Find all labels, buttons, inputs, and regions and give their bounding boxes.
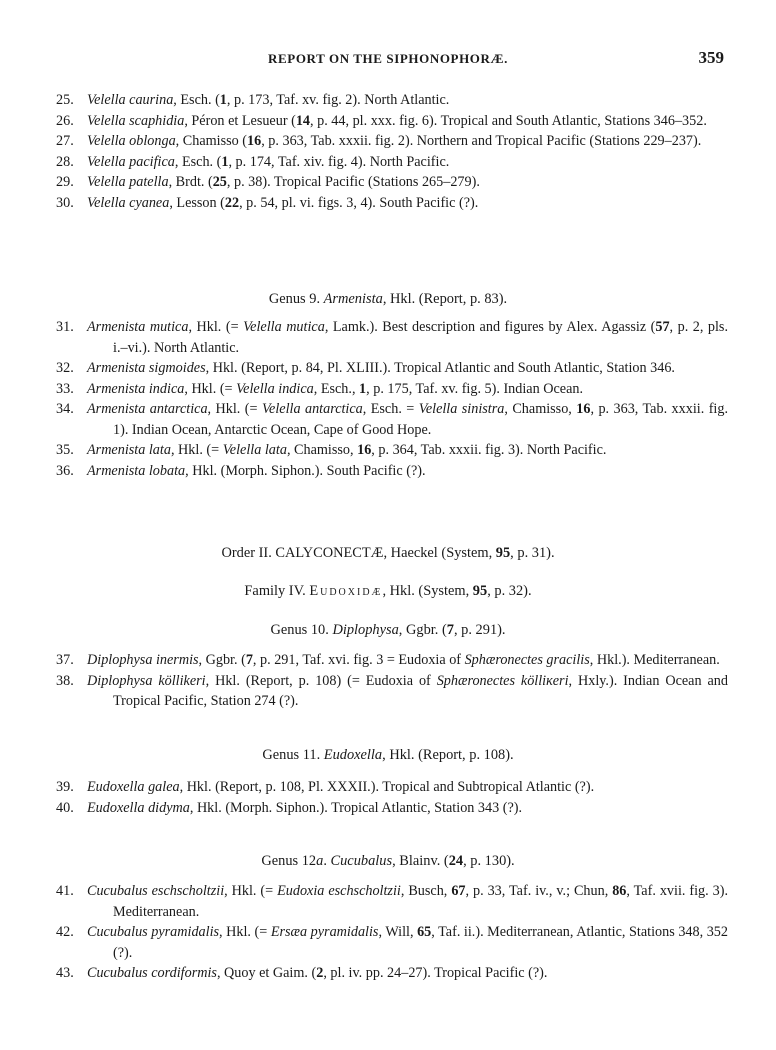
family-heading-eudoxidae bbox=[0, 581, 776, 601]
taxon-name: Sphæronectes kölliкeri bbox=[436, 672, 569, 689]
reference-number: 14 bbox=[295, 112, 311, 129]
entry-list-eudoxella bbox=[56, 777, 728, 818]
entry-number: 33. bbox=[56, 380, 74, 397]
taxon-name: Ersæa pyramidalis bbox=[270, 924, 379, 940]
text-run: , Esch. ( bbox=[173, 92, 220, 108]
taxon-name: Diplophysa inermis bbox=[87, 652, 199, 668]
order-heading-calyconectae bbox=[0, 543, 776, 563]
taxon-name: Velella lata bbox=[222, 442, 287, 458]
entry-text bbox=[87, 671, 728, 712]
species-entry bbox=[56, 90, 728, 111]
text-run: , Hkl. (System, bbox=[382, 583, 473, 599]
text-run: , Hxly.). Indian Ocean and Tropical Pacific, Station 274 (?). bbox=[113, 672, 728, 709]
entry-number: 40. bbox=[56, 799, 74, 816]
page-number: 359 bbox=[698, 48, 724, 67]
text-run: Genus 12 bbox=[261, 853, 317, 869]
taxon-name: Eudoxella galea bbox=[87, 779, 180, 795]
entry-number: 39. bbox=[56, 779, 74, 795]
taxon-name: Cucubalus bbox=[330, 853, 393, 869]
reference-number: 95 bbox=[472, 583, 488, 599]
text-run: , pl. iv. pp. 24–27). Tropical Pacific (?). bbox=[323, 965, 548, 981]
species-entry bbox=[56, 131, 728, 152]
entry-text bbox=[87, 379, 728, 400]
taxon-name: Armenista antarctica bbox=[87, 401, 208, 417]
text-run: , Hkl. (= bbox=[207, 401, 262, 417]
entry-text bbox=[87, 90, 728, 111]
species-entry bbox=[56, 358, 728, 379]
taxon-name: Velella indica bbox=[236, 380, 314, 397]
species-entry bbox=[56, 777, 728, 798]
reference-number: 67 bbox=[451, 883, 466, 899]
text-run: , p. 2, pls. i.–vi.). North Atlantic. bbox=[113, 319, 728, 356]
entry-number: 31. bbox=[56, 319, 74, 335]
text-run: , Lamk.). Best description and figures by Alex. Agassiz ( bbox=[324, 319, 656, 335]
text-run: , p. 33, Taf. iv., v.; Chun, bbox=[465, 883, 613, 899]
species-entry bbox=[56, 798, 728, 819]
species-entry bbox=[56, 963, 728, 984]
taxon-name: Cucubalus eschscholtzii bbox=[87, 883, 225, 899]
text-run: , p. 173, Taf. xv. fig. 2). North Atlantic. bbox=[226, 92, 450, 108]
reference-number: 1 bbox=[221, 153, 229, 170]
species-entry bbox=[56, 650, 728, 671]
text-run: , Chamisso, bbox=[504, 401, 577, 417]
taxon-name: Armenista mutica bbox=[87, 319, 189, 335]
text-run: , Taf. xvii. fig. 3). Mediterranean. bbox=[113, 883, 729, 920]
entry-text bbox=[87, 399, 728, 440]
text-run: , Hkl. (= bbox=[184, 380, 237, 397]
taxon-name: Cucubalus pyramidalis bbox=[87, 924, 220, 940]
taxon-name: Sphæronectes gracilis bbox=[464, 652, 590, 668]
taxon-name: Armenista lata bbox=[87, 442, 171, 458]
text-run: , Hkl. (Report, p. 108) (= Eudoxia of bbox=[205, 672, 437, 689]
entry-number: 32. bbox=[56, 360, 74, 376]
entry-text bbox=[87, 172, 728, 193]
species-entry bbox=[56, 172, 728, 193]
text-run: , p. 44, pl. xxx. fig. 6). Tropical and South Atlantic, Stations 346–352. bbox=[310, 112, 707, 129]
entry-text bbox=[87, 131, 728, 152]
entry-number: 34. bbox=[56, 401, 74, 417]
entry-text bbox=[87, 798, 728, 819]
species-entry bbox=[56, 152, 728, 173]
reference-number: 7 bbox=[245, 652, 253, 668]
reference-number: 2 bbox=[316, 965, 324, 981]
taxon-name: Armenista sigmoides bbox=[87, 360, 206, 376]
reference-number: 24 bbox=[448, 853, 464, 869]
taxon-name: Diplophysa bbox=[332, 622, 399, 638]
species-entry bbox=[56, 317, 728, 358]
text-run: , p. 364, Tab. xxxii. fig. 3). North Pacific. bbox=[371, 442, 607, 458]
text-run: Genus 9. bbox=[268, 291, 324, 307]
text-run: , Hkl.). Mediterranean. bbox=[589, 652, 720, 668]
entry-list-armenista bbox=[56, 317, 728, 481]
species-entry bbox=[56, 461, 728, 482]
species-entry bbox=[56, 193, 728, 214]
text-run: , Hkl. (= bbox=[224, 883, 278, 899]
entry-number: 42. bbox=[56, 924, 74, 940]
entry-list-diplophysa bbox=[56, 650, 728, 712]
taxon-name: Eudoxella bbox=[323, 747, 383, 763]
species-entry bbox=[56, 379, 728, 400]
genus-heading-armenista bbox=[0, 289, 776, 309]
text-run: , p. 31). bbox=[510, 545, 555, 561]
taxon-name: Diplophysa köllikeri bbox=[87, 672, 206, 689]
species-entry bbox=[56, 111, 728, 132]
text-run: , Brdt. ( bbox=[168, 174, 213, 190]
text-run: Eudoxidæ bbox=[309, 583, 383, 599]
species-entry bbox=[56, 881, 728, 922]
text-run: , Hkl. (Report, p. 83). bbox=[382, 291, 508, 307]
text-run: , Hkl. (= bbox=[219, 924, 271, 940]
text-run: , Chamisso ( bbox=[175, 133, 248, 149]
running-title: REPORT ON THE SIPHONOPHORÆ. bbox=[268, 51, 508, 66]
entry-text bbox=[87, 152, 728, 173]
text-run: , p. 175, Taf. xv. fig. 5). Indian Ocean. bbox=[366, 380, 584, 397]
text-run: Family IV. bbox=[244, 583, 310, 599]
reference-number: 16 bbox=[576, 401, 591, 417]
text-run: , p. 32). bbox=[487, 583, 532, 599]
taxon-name: Velella patella bbox=[87, 174, 169, 190]
reference-number: 95 bbox=[495, 545, 511, 561]
text-run: Genus 11. bbox=[262, 747, 324, 763]
text-run: , Ggbr. ( bbox=[198, 652, 246, 668]
text-run: . bbox=[323, 853, 331, 869]
entry-text bbox=[87, 777, 728, 798]
text-run: , Hkl. (Report, p. 84, Pl. XLIII.). Tropical Atlantic and South Atlantic, Station 346. bbox=[205, 360, 675, 376]
taxon-name: Velella oblonga bbox=[87, 133, 176, 149]
reference-number: 16 bbox=[247, 133, 262, 149]
taxon-name: Velella antarctica bbox=[261, 401, 363, 417]
reference-number: 65 bbox=[417, 924, 432, 940]
text-run: , Taf. ii.). Mediterranean, Atlantic, Stations 348, 352 (?). bbox=[113, 924, 728, 961]
taxon-name: Armenista bbox=[323, 291, 383, 307]
genus-heading-cucubalus bbox=[0, 851, 776, 871]
taxon-name: Armenista indica bbox=[87, 380, 185, 397]
text-run: , Chamisso, bbox=[286, 442, 358, 458]
entry-text bbox=[87, 440, 728, 461]
entry-text bbox=[87, 650, 728, 671]
text-run: , p. 130). bbox=[463, 853, 515, 869]
text-run: , Esch. ( bbox=[174, 153, 222, 170]
taxon-name: Velella pacifica bbox=[87, 153, 175, 170]
text-run: , Hkl. (Morph. Siphon.). Tropical Atlantic, Station 343 (?). bbox=[189, 799, 523, 816]
entry-text bbox=[87, 111, 728, 132]
genus-heading-eudoxella bbox=[0, 745, 776, 765]
text-run: , Hkl. (Report, p. 108). bbox=[382, 747, 514, 763]
entry-text bbox=[87, 461, 728, 482]
taxon-name: Eudoxella didyma bbox=[87, 799, 190, 816]
running-header bbox=[0, 48, 776, 70]
entry-text bbox=[87, 317, 728, 358]
text-run: , p. 363, Tab. xxxii. fig. 1). Indian Ocean, Antarctic Ocean, Cape of Good Hope. bbox=[113, 401, 728, 438]
text-run: , Hkl. (= bbox=[188, 319, 244, 335]
species-entry bbox=[56, 671, 728, 712]
entry-number: 29. bbox=[56, 174, 74, 190]
taxon-name: Velella mutica bbox=[243, 319, 325, 335]
entry-number: 43. bbox=[56, 965, 74, 981]
text-run: , Quoy et Gaim. ( bbox=[216, 965, 317, 981]
entry-number: 30. bbox=[56, 194, 74, 211]
entry-number: 38. bbox=[56, 672, 74, 689]
taxon-name: Cucubalus cordiformis bbox=[87, 965, 217, 981]
entry-text bbox=[87, 193, 728, 214]
entry-list-cucubalus bbox=[56, 881, 728, 984]
text-run: , p. 363, Tab. xxxii. fig. 2). Northern and Tropical Pacific (Stations 229–237). bbox=[261, 133, 702, 149]
reference-number: 1 bbox=[359, 380, 367, 397]
taxon-name: Velella scaphidia bbox=[87, 112, 185, 129]
reference-number: 86 bbox=[612, 883, 627, 899]
text-run: , Péron et Lesueur ( bbox=[184, 112, 296, 129]
entry-number: 37. bbox=[56, 652, 74, 668]
text-run: , Blainv. ( bbox=[392, 853, 449, 869]
reference-number: 25 bbox=[212, 174, 227, 190]
entry-list-velella bbox=[56, 90, 728, 213]
entry-number: 35. bbox=[56, 442, 74, 458]
text-run: , Hkl. (Morph. Siphon.). South Pacific (?). bbox=[185, 462, 426, 479]
reference-number: 7 bbox=[446, 622, 454, 638]
taxon-name: Velella caurina bbox=[87, 92, 174, 108]
species-entry bbox=[56, 440, 728, 461]
entry-number: 28. bbox=[56, 153, 74, 170]
taxon-name: Velella sinistra bbox=[418, 401, 505, 417]
text-run: , p. 174, Taf. xiv. fig. 4). North Pacific. bbox=[228, 153, 450, 170]
text-run: , Lesson ( bbox=[169, 194, 225, 211]
text-run: , Hkl. (= bbox=[170, 442, 223, 458]
entry-text bbox=[87, 358, 728, 379]
entry-number: 26. bbox=[56, 112, 74, 129]
entry-text bbox=[87, 963, 728, 984]
entry-text bbox=[87, 881, 729, 922]
text-run: , Ggbr. ( bbox=[398, 622, 447, 638]
reference-number: 22 bbox=[224, 194, 240, 211]
text-run: , Hkl. (Report, p. 108, Pl. XXXII.). Tropical and Subtropical Atlantic (?). bbox=[179, 779, 595, 795]
text-run: , p. 291). bbox=[453, 622, 506, 638]
species-entry bbox=[56, 922, 728, 963]
entry-text bbox=[87, 922, 728, 963]
reference-number: 57 bbox=[655, 319, 670, 335]
entry-number: 36. bbox=[56, 462, 74, 479]
text-run: , p. 54, pl. vi. figs. 3, 4). South Pacific (?). bbox=[239, 194, 479, 211]
text-run: Genus 10. bbox=[270, 622, 333, 638]
reference-number: 16 bbox=[357, 442, 372, 458]
text-run: , Esch. = bbox=[362, 401, 419, 417]
text-run: , p. 291, Taf. xvi. fig. 3 = Eudoxia of bbox=[252, 652, 465, 668]
text-run: , Esch., bbox=[313, 380, 360, 397]
entry-number: 41. bbox=[56, 883, 74, 899]
entry-number: 25. bbox=[56, 92, 74, 108]
species-entry bbox=[56, 399, 728, 440]
genus-heading-diplophysa bbox=[0, 620, 776, 640]
text-run: , p. 38). Tropical Pacific (Stations 265–279). bbox=[226, 174, 480, 190]
taxon-name: Eudoxia eschscholtzii bbox=[277, 883, 401, 899]
entry-number: 27. bbox=[56, 133, 74, 149]
taxon-name: Velella cyanea bbox=[87, 194, 170, 211]
taxon-name: a bbox=[316, 853, 324, 869]
text-run: , Busch, bbox=[400, 883, 452, 899]
reference-number: 1 bbox=[219, 92, 227, 108]
taxon-name: Armenista lobata bbox=[87, 462, 186, 479]
text-run: , Will, bbox=[378, 924, 418, 940]
text-run: Order II. CALYCONECTÆ, Haeckel (System, bbox=[221, 545, 496, 561]
